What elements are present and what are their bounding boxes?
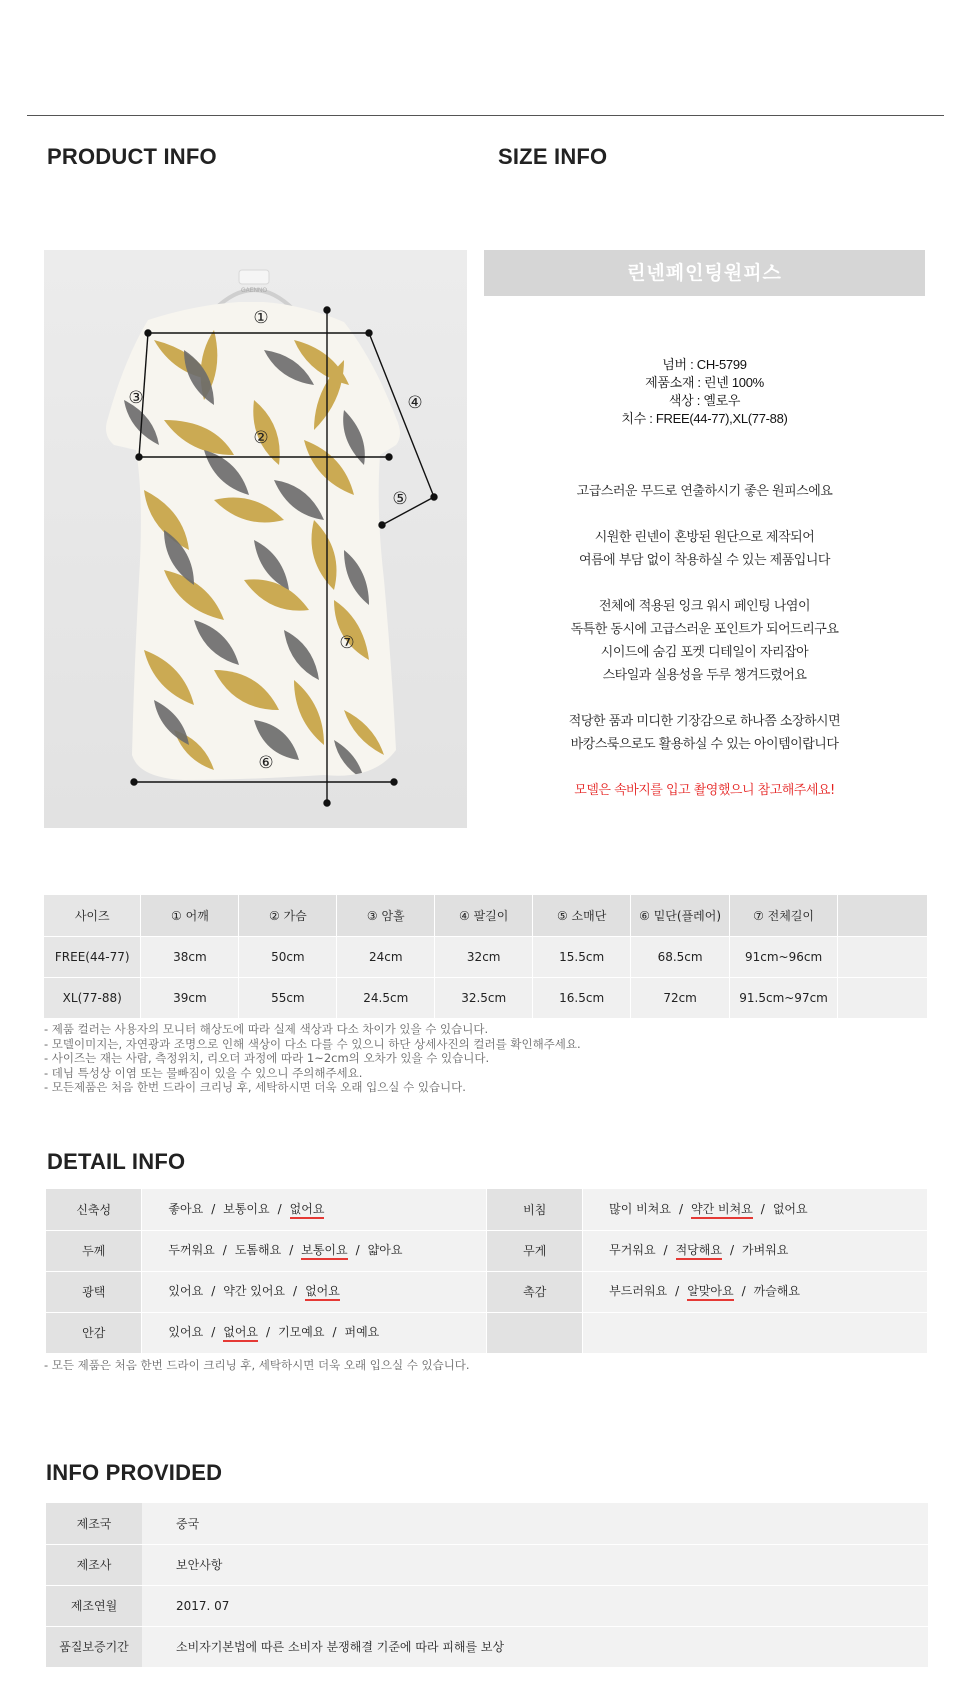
size-header-row [44,895,928,936]
detail-info-title: DETAIL INFO [47,1149,186,1174]
table-row [44,977,928,1018]
detail-option: 퍼예요 [344,1325,380,1339]
size-header: ⑤ 소매단 [533,895,631,936]
desc-line: 바캉스룩으로도 활용하실 수 있는 아이템이랍니다 [570,737,839,752]
detail-options [583,1271,928,1312]
size-header: ③ 암홀 [337,895,435,936]
option-separator: / [293,1284,298,1298]
size-notes [44,1022,581,1095]
detail-options [583,1312,928,1353]
detail-label: 비침 [487,1189,583,1230]
option-separator: / [277,1201,282,1216]
info-label: 제조사 [46,1544,142,1585]
detail-note: - 모든 제품은 처음 한번 드라이 크리닝 후, 세탁하시면 더욱 오래 입으실 수 있습니다. [44,1358,470,1372]
detail-option-selected: 약간 비쳐요 [691,1201,753,1219]
size-cell [838,977,928,1018]
info-provided-title: INFO PROVIDED [46,1460,223,1485]
detail-table [46,1189,928,1354]
desc-line: 전체에 적용된 잉크 워시 페인팅 나염이 [598,599,811,614]
size-cell: 38cm [141,936,239,977]
detail-option-selected: 없어요 [305,1283,340,1301]
size-cell [838,936,928,977]
size-note: - 모든제품은 처음 한번 드라이 크리닝 후, 세탁하시면 더욱 오래 입으실 수 있습니다. [44,1080,466,1094]
spec-material: 제품소재 : 린넨 100% [645,375,764,390]
desc-line: 여름에 부담 없이 착용하실 수 있는 제품입니다 [579,553,830,568]
model-notice: 모델은 속바지를 입고 촬영했으니 참고해주세요! [574,783,835,798]
desc-line: 고급스러운 무드로 연출하시기 좋은 원피스에요 [576,484,833,499]
table-row [46,1271,928,1312]
detail-label: 촉감 [487,1271,583,1312]
detail-option: 좋아요 [168,1201,204,1216]
size-cell: 15.5cm [533,936,631,977]
size-cell: XL(77-88) [44,977,141,1018]
table-row [46,1230,928,1271]
detail-option: 약간 있어요 [223,1284,286,1298]
info-value: 2017. 07 [142,1585,928,1626]
desc-line: 스타일과 실용성을 두루 챙겨드렸어요 [602,668,807,683]
size-cell: 91cm~96cm [730,936,838,977]
info-value: 소비자기본법에 따른 소비자 분쟁해결 기준에 따라 피해를 보상 [142,1626,928,1667]
product-description [484,480,925,802]
size-note: - 모델이미지는, 자연광과 조명으로 인해 색상이 다소 다를 수 있으니 하단 상세사진의 컬러를 확인해주세요. [44,1036,581,1051]
detail-option: 많이 비쳐요 [609,1201,671,1216]
detail-options [583,1189,928,1230]
size-note: - 사이즈는 재는 사람, 측정위치, 리오더 과정에 따라 1~2cm의 오차가 있을 수 있습니다. [44,1051,490,1065]
option-separator: / [729,1243,735,1257]
detail-option: 얇아요 [367,1243,403,1257]
detail-option: 도톰해요 [234,1243,282,1257]
size-header [838,895,928,936]
detail-option: 있어요 [168,1325,204,1339]
size-header: ⑦ 전체길이 [730,895,838,936]
product-info-title: PRODUCT INFO [47,144,217,169]
detail-option: 두꺼워요 [168,1243,215,1257]
detail-label [487,1312,583,1353]
option-separator: / [675,1284,680,1298]
detail-option: 기모예요 [278,1325,325,1339]
info-label: 제조국 [46,1503,142,1544]
info-table [46,1503,928,1668]
option-separator: / [760,1201,765,1216]
detail-option-selected: 없어요 [290,1201,325,1219]
size-header: ⑥ 밑단(플레어) [631,895,730,936]
marker-7: ⑦ [339,633,355,653]
size-info-title: SIZE INFO [498,144,608,169]
size-header: ② 가슴 [239,895,337,936]
size-cell: 72cm [631,977,730,1018]
size-cell: 91.5cm~97cm [730,977,838,1018]
option-separator: / [289,1243,294,1257]
detail-options [583,1230,928,1271]
product-name-bar: 린넨페인팅원피스 [484,250,925,296]
option-separator: / [222,1243,227,1257]
detail-label: 광택 [46,1271,142,1312]
info-label: 제조연월 [46,1585,142,1626]
size-cell: 24cm [337,936,435,977]
detail-options [142,1189,487,1230]
detail-options [142,1271,487,1312]
info-value: 중국 [142,1503,928,1544]
info-label: 품질보증기간 [46,1626,142,1667]
detail-label: 두께 [46,1230,142,1271]
table-row [46,1503,928,1544]
size-cell: 55cm [239,977,337,1018]
option-separator: / [678,1201,683,1216]
detail-option: 있어요 [168,1284,204,1298]
table-row [46,1585,928,1626]
option-separator: / [211,1284,216,1298]
table-row [46,1626,928,1667]
detail-option-selected: 적당해요 [676,1242,722,1260]
size-cell: 68.5cm [631,936,730,977]
size-table [44,895,928,1019]
table-row [46,1189,928,1230]
option-separator: / [332,1325,337,1339]
size-cell: 32cm [435,936,533,977]
detail-option-selected: 알맞아요 [687,1283,733,1301]
detail-option: 가벼워요 [742,1243,789,1257]
detail-label: 신축성 [46,1189,142,1230]
spec-number: 넘버 : CH-5799 [662,357,747,372]
hanger-brand: GAENNO [240,288,268,294]
desc-line: 적당한 품과 미디한 기장감으로 하나쯤 소장하시면 [568,714,841,729]
spec-size: 치수 : FREE(44-77),XL(77-88) [621,411,788,426]
detail-option-selected: 보통이요 [301,1242,347,1260]
product-photo [44,250,467,828]
marker-6: ⑥ [258,753,274,773]
marker-5: ⑤ [392,489,408,509]
size-note: - 데님 특성상 이염 또는 물빠짐이 있을 수 있으니 주의해주세요. [44,1065,363,1080]
size-header: ④ 팔길이 [435,895,533,936]
marker-4: ④ [407,393,423,413]
size-cell: 32.5cm [435,977,533,1018]
detail-option: 까슬해요 [753,1284,800,1298]
size-cell: 16.5cm [533,977,631,1018]
top-divider [27,115,944,116]
desc-line: 독특한 동시에 고급스러운 포인트가 되어드리구요 [570,622,839,637]
marker-2: ② [253,428,269,448]
detail-option: 무거워요 [609,1243,656,1257]
size-header: 사이즈 [44,895,141,936]
option-separator: / [211,1201,216,1216]
product-specs [484,356,925,428]
size-cell: 50cm [239,936,337,977]
size-note: - 제품 컬러는 사용자의 모니터 해상도에 따라 실제 색상과 다소 차이가 있을 수 있습니다. [44,1022,489,1036]
table-row [46,1312,928,1353]
option-separator: / [741,1284,746,1298]
detail-option: 보통이요 [223,1201,270,1216]
size-cell: 39cm [141,977,239,1018]
desc-line: 시원한 린넨이 혼방된 원단으로 제작되어 [594,530,815,545]
detail-options [142,1230,487,1271]
option-separator: / [266,1325,271,1339]
table-row [44,936,928,977]
marker-3: ③ [128,388,144,408]
option-separator: / [355,1243,360,1257]
size-header: ① 어깨 [141,895,239,936]
table-row [46,1544,928,1585]
detail-option: 부드러워요 [609,1284,668,1298]
detail-options [142,1312,487,1353]
detail-option-selected: 없어요 [223,1324,258,1342]
size-cell: 24.5cm [337,977,435,1018]
option-separator: / [211,1325,216,1339]
size-cell: FREE(44-77) [44,936,141,977]
marker-1: ① [253,308,269,328]
detail-label: 무게 [487,1230,583,1271]
desc-line: 시이드에 숨김 포켓 디테일이 자리잡아 [600,645,809,660]
detail-label: 안감 [46,1312,142,1353]
option-separator: / [663,1243,668,1257]
detail-option: 없어요 [772,1201,808,1216]
info-value: 보안사항 [142,1544,928,1585]
spec-color: 색상 : 옐로우 [668,393,741,408]
